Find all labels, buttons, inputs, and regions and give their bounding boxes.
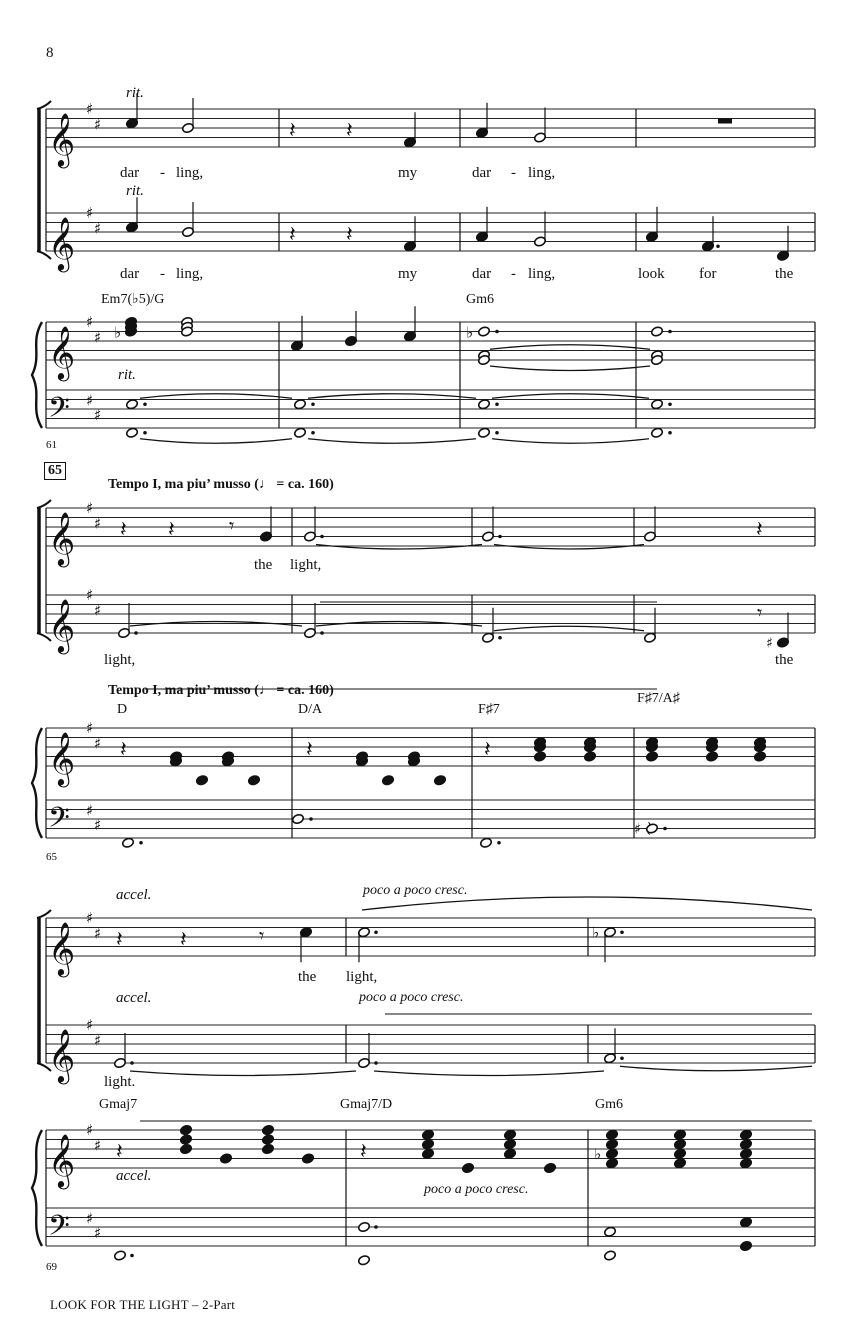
measure-number: 65: [46, 851, 57, 863]
augmentation-dot: [311, 431, 315, 435]
lyric: -: [511, 266, 516, 282]
notehead: [740, 1148, 753, 1159]
tie: [130, 1071, 356, 1076]
sharp-icon: ♯: [86, 391, 94, 410]
chord-symbol: Em7(♭5)/G: [101, 292, 165, 307]
augmentation-dot: [309, 817, 313, 821]
sharp-icon: ♯: [634, 821, 641, 838]
notehead: [262, 1143, 275, 1154]
chord-symbol: F♯7: [478, 702, 500, 717]
piano-brace: [32, 1130, 42, 1246]
quarter-rest-icon: 𝄽: [120, 517, 127, 543]
lyric: ling,: [176, 165, 204, 181]
sharp-icon: ♯: [94, 328, 102, 347]
quarter-rest-icon: 𝄽: [346, 118, 353, 144]
quarter-rest-icon: 𝄽: [360, 1139, 367, 1165]
tie: [140, 439, 292, 444]
rehearsal-mark: 65: [44, 462, 66, 480]
sharp-icon: ♯: [86, 719, 94, 737]
notehead: [740, 1217, 753, 1228]
notehead: [754, 751, 767, 762]
augmentation-dot: [374, 1225, 378, 1229]
accel-marking-voice2: accel.: [116, 990, 152, 1006]
notehead: [706, 751, 719, 762]
quarter-rest-icon: 𝄽: [484, 737, 491, 763]
quarter-rest-icon: 𝄽: [289, 222, 296, 248]
accel-marking-piano: accel.: [116, 1168, 152, 1184]
notehead: [480, 837, 493, 848]
notehead: [606, 1129, 619, 1140]
lyric: dar: [472, 165, 492, 181]
measure-number: 61: [46, 439, 57, 451]
notehead: [292, 813, 305, 824]
flat-icon: ♭: [594, 1144, 602, 1163]
flat-icon: ♭: [592, 923, 600, 942]
quarter-rest-icon: 𝄽: [756, 517, 763, 543]
notehead: [740, 1139, 753, 1150]
quarter-rest-icon: 𝄽: [289, 118, 296, 144]
quarter-rest-icon: 𝄽: [120, 737, 127, 763]
lyric: the: [775, 652, 794, 668]
notehead: [604, 1250, 617, 1261]
treble-clef-icon: 𝄞: [48, 325, 76, 379]
tempo-marking-piano: Tempo I, ma piu’ musso (♩ = ca. 160): [108, 683, 334, 698]
cresc-marking-piano: poco a poco cresc.: [424, 1182, 529, 1197]
sharp-icon: ♯: [94, 1136, 102, 1155]
rit-marking-piano: rit.: [118, 367, 136, 383]
whole-rest: [718, 119, 732, 124]
sharp-icon: ♯: [94, 601, 102, 620]
rit-marking-voice2: rit.: [126, 183, 144, 199]
lyric: light,: [290, 557, 322, 573]
notehead: [294, 427, 307, 438]
quarter-rest-icon: 𝄽: [306, 737, 313, 763]
notehead: [674, 1129, 687, 1140]
tie: [494, 545, 644, 550]
quarter-rest-icon: 𝄽: [168, 517, 175, 543]
bracket-hook: [37, 910, 51, 918]
notehead: [674, 1158, 687, 1169]
lyric: the: [254, 557, 273, 573]
augmentation-dot: [320, 631, 324, 635]
chord-symbol: Gm6: [466, 292, 494, 307]
notehead: [262, 1134, 275, 1145]
sharp-icon: ♯: [94, 1223, 102, 1242]
quarter-rest-icon: 𝄽: [346, 222, 353, 248]
tie: [140, 394, 292, 399]
tie: [308, 439, 476, 444]
quarter-rest-icon: 𝄽: [116, 927, 123, 953]
augmentation-dot: [374, 1061, 378, 1065]
phrase-slur: [362, 897, 812, 910]
treble-clef-icon: 𝄞: [48, 216, 76, 270]
bass-clef-icon: 𝄢: [48, 391, 70, 432]
augmentation-dot: [374, 930, 378, 934]
sharp-icon: ♯: [766, 635, 773, 652]
lyric: light.: [104, 1074, 136, 1090]
piano-brace: [32, 322, 42, 428]
sharp-icon: ♯: [86, 100, 94, 118]
sharp-icon: ♯: [94, 405, 102, 424]
lyric: ling,: [528, 165, 556, 181]
notehead: [248, 775, 261, 786]
sharp-icon: ♯: [94, 924, 102, 943]
sharp-icon: ♯: [94, 815, 102, 834]
page-number: 8: [46, 45, 54, 61]
augmentation-dot: [143, 431, 147, 435]
sharp-icon: ♯: [86, 1209, 94, 1228]
augmentation-dot: [497, 841, 501, 845]
notehead: [294, 399, 307, 410]
notehead: [180, 1134, 193, 1145]
lyric: dar: [120, 266, 140, 282]
augmentation-dot: [311, 402, 315, 406]
augmentation-dot: [130, 1254, 134, 1258]
notehead: [220, 1153, 233, 1164]
notehead: [180, 1124, 193, 1135]
sharp-icon: ♯: [86, 1121, 94, 1139]
chord-symbol: F♯7/A♯: [637, 691, 680, 706]
notehead: [544, 1162, 557, 1173]
sharp-icon: ♯: [94, 115, 102, 134]
notehead: [462, 1162, 475, 1173]
bass-clef-icon: 𝄢: [48, 801, 70, 842]
augmentation-dot: [663, 827, 667, 831]
notehead: [422, 1148, 435, 1159]
augmentation-dot: [143, 402, 147, 406]
lyric: ling,: [176, 266, 204, 282]
sharp-icon: ♯: [86, 586, 94, 604]
lyric: my: [398, 165, 418, 181]
notehead: [651, 326, 664, 337]
lyric: my: [398, 266, 418, 282]
tie: [490, 345, 650, 350]
notehead: [674, 1139, 687, 1150]
augmentation-dot: [320, 535, 324, 539]
augmentation-dot: [134, 631, 138, 635]
notehead: [196, 775, 209, 786]
bracket-hook: [37, 101, 51, 109]
sharp-icon: ♯: [86, 909, 94, 927]
tie: [316, 545, 482, 550]
notehead: [651, 399, 664, 410]
lyric: ling,: [528, 266, 556, 282]
notehead: [358, 1221, 371, 1232]
tempo-marking-voices: Tempo I, ma piu’ musso (♩ = ca. 160): [108, 477, 334, 492]
augmentation-dot: [495, 431, 499, 435]
notehead: [740, 1240, 753, 1251]
notehead: [478, 427, 491, 438]
notehead: [262, 1124, 275, 1135]
lyric: -: [511, 165, 516, 181]
augmentation-dot: [668, 330, 672, 334]
notehead: [126, 427, 139, 438]
lyric: -: [160, 266, 165, 282]
augmentation-dot: [495, 402, 499, 406]
lyric: the: [298, 969, 317, 985]
notehead: [422, 1139, 435, 1150]
lyric: light,: [346, 969, 378, 985]
chord-symbol: D: [117, 702, 128, 717]
notehead: [358, 1255, 371, 1266]
notehead: [651, 427, 664, 438]
treble-clef-icon: 𝄞: [48, 1133, 76, 1187]
notehead: [504, 1139, 517, 1150]
notehead: [504, 1148, 517, 1159]
lyric: -: [160, 165, 165, 181]
eighth-rest-icon: 𝄾: [259, 923, 265, 948]
chord-symbol: Gm6: [595, 1097, 623, 1112]
notehead: [478, 399, 491, 410]
bass-clef-icon: 𝄢: [48, 1209, 70, 1250]
piano-brace: [32, 728, 42, 838]
eighth-rest-icon: 𝄾: [229, 513, 235, 538]
sharp-icon: ♯: [86, 204, 94, 222]
notehead: [534, 751, 547, 762]
sharp-icon: ♯: [86, 801, 94, 820]
lyric: light,: [104, 652, 136, 668]
notehead: [180, 1143, 193, 1154]
flat-icon: ♭: [114, 323, 122, 342]
tie: [490, 366, 650, 371]
treble-clef-icon: 𝄞: [48, 511, 76, 565]
notehead: [122, 837, 135, 848]
eighth-rest-icon: 𝄾: [757, 600, 763, 625]
bracket-hook: [37, 500, 51, 508]
sharp-icon: ♯: [86, 499, 94, 517]
quarter-note-icon: ♩: [258, 477, 273, 492]
tie: [620, 1066, 812, 1071]
notehead: [740, 1158, 753, 1169]
notehead: [126, 399, 139, 410]
lyric: for: [699, 266, 717, 282]
flat-icon: ♭: [466, 323, 474, 342]
augmentation-dot: [139, 841, 143, 845]
augmentation-dot: [495, 330, 499, 334]
tie: [374, 1071, 604, 1076]
sharp-icon: ♯: [94, 514, 102, 533]
chord-symbol: Gmaj7: [99, 1097, 138, 1112]
augmentation-dot: [498, 636, 502, 640]
tie: [494, 626, 644, 631]
augmentation-dot: [620, 1056, 624, 1060]
augmentation-dot: [716, 244, 720, 248]
treble-clef-icon: 𝄞: [48, 112, 76, 166]
cresc-marking-voice1: poco a poco cresc.: [363, 883, 468, 898]
quarter-rest-icon: 𝄽: [180, 927, 187, 953]
sharp-icon: ♯: [94, 734, 102, 753]
notehead: [606, 1158, 619, 1169]
notehead: [478, 326, 491, 337]
treble-clef-icon: 𝄞: [48, 921, 76, 975]
notehead: [606, 1148, 619, 1159]
chord-symbol: Gmaj7/D: [340, 1097, 393, 1112]
treble-clef-icon: 𝄞: [48, 598, 76, 652]
notehead: [674, 1148, 687, 1159]
lyric: dar: [120, 165, 140, 181]
cresc-marking-voice2: poco a poco cresc.: [359, 990, 464, 1005]
treble-clef-icon: 𝄞: [48, 1028, 76, 1082]
sharp-icon: ♯: [86, 1016, 94, 1034]
lyric: the: [775, 266, 794, 282]
measure-number: 69: [46, 1261, 57, 1273]
tie: [492, 394, 649, 399]
notehead: [584, 751, 597, 762]
rit-marking-voice1: rit.: [126, 85, 144, 101]
quarter-rest-icon: 𝄽: [116, 1139, 123, 1165]
notehead: [382, 775, 395, 786]
tie: [492, 439, 649, 444]
notehead: [646, 751, 659, 762]
augmentation-dot: [668, 431, 672, 435]
accel-marking-voice1: accel.: [116, 887, 152, 903]
notehead: [504, 1129, 517, 1140]
lyric: dar: [472, 266, 492, 282]
notehead: [422, 1129, 435, 1140]
sharp-icon: ♯: [86, 313, 94, 331]
augmentation-dot: [498, 535, 502, 539]
notehead: [434, 775, 447, 786]
notehead: [604, 1226, 617, 1237]
lyric: look: [638, 266, 665, 282]
notehead: [740, 1129, 753, 1140]
quarter-note-icon: ♩: [258, 683, 273, 698]
notehead: [302, 1153, 315, 1164]
augmentation-dot: [668, 402, 672, 406]
sharp-icon: ♯: [94, 1031, 102, 1050]
treble-clef-icon: 𝄞: [48, 731, 76, 785]
sharp-icon: ♯: [94, 219, 102, 238]
tie: [308, 394, 476, 399]
chord-symbol: D/A: [298, 702, 323, 717]
footer-title: LOOK FOR THE LIGHT – 2-Part: [50, 1297, 236, 1312]
augmentation-dot: [130, 1061, 134, 1065]
notehead: [606, 1139, 619, 1150]
augmentation-dot: [620, 930, 624, 934]
notehead: [114, 1250, 127, 1261]
